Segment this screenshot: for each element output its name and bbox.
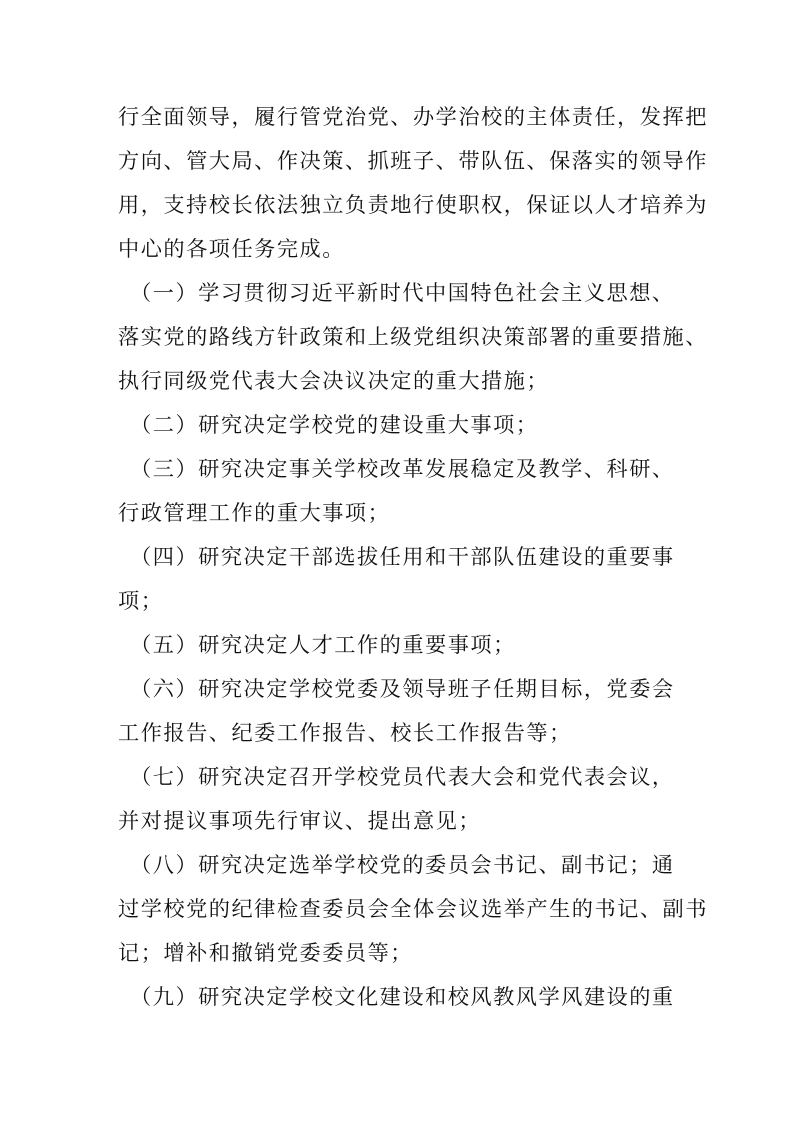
text-line: 并对提议事项先行审议、提出意见； <box>118 808 482 833</box>
text-line: 记；增补和撤销党委委员等； <box>118 940 413 965</box>
text-line: 执行同级党代表大会决议决定的重大措施； <box>118 368 550 393</box>
text-line: 用，支持校长依法独立负责地行使职权，保证以人才培养为 <box>118 192 708 217</box>
text-line: 项； <box>118 588 164 613</box>
text-line: （八）研究决定选举学校党的委员会书记、副书记；通 <box>118 852 675 877</box>
text-line: （六）研究决定学校党委及领导班子任期目标，党委会 <box>118 676 675 701</box>
text-line: 中心的各项任务完成。 <box>118 236 345 261</box>
text-line: 方向、管大局、作决策、抓班子、带队伍、保落实的领导作 <box>118 148 708 173</box>
text-line: 行政管理工作的重大事项； <box>118 500 391 525</box>
text-line: （二）研究决定学校党的建设重大事项； <box>118 412 539 437</box>
text-line: （一）学习贯彻习近平新时代中国特色社会主义思想、 <box>118 280 675 305</box>
text-line: （五）研究决定人才工作的重要事项； <box>118 632 516 657</box>
text-line: （七）研究决定召开学校党员代表大会和党代表会议， <box>118 764 675 789</box>
text-line: 行全面领导，履行管党治党、办学治校的主体责任，发挥把 <box>118 104 708 129</box>
text-line: 落实党的路线方针政策和上级党组织决策部署的重要措施、 <box>118 324 708 349</box>
text-line: 过学校党的纪律检查委员会全体会议选举产生的书记、副书 <box>118 896 708 921</box>
text-line: 工作报告、纪委工作报告、校长工作报告等； <box>118 720 572 745</box>
text-line: （三）研究决定事关学校改革发展稳定及教学、科研、 <box>118 456 675 481</box>
text-line: （四）研究决定干部选拔任用和干部队伍建设的重要事 <box>118 544 675 569</box>
text-line: （九）研究决定学校文化建设和校风教风学风建设的重 <box>118 984 675 1009</box>
